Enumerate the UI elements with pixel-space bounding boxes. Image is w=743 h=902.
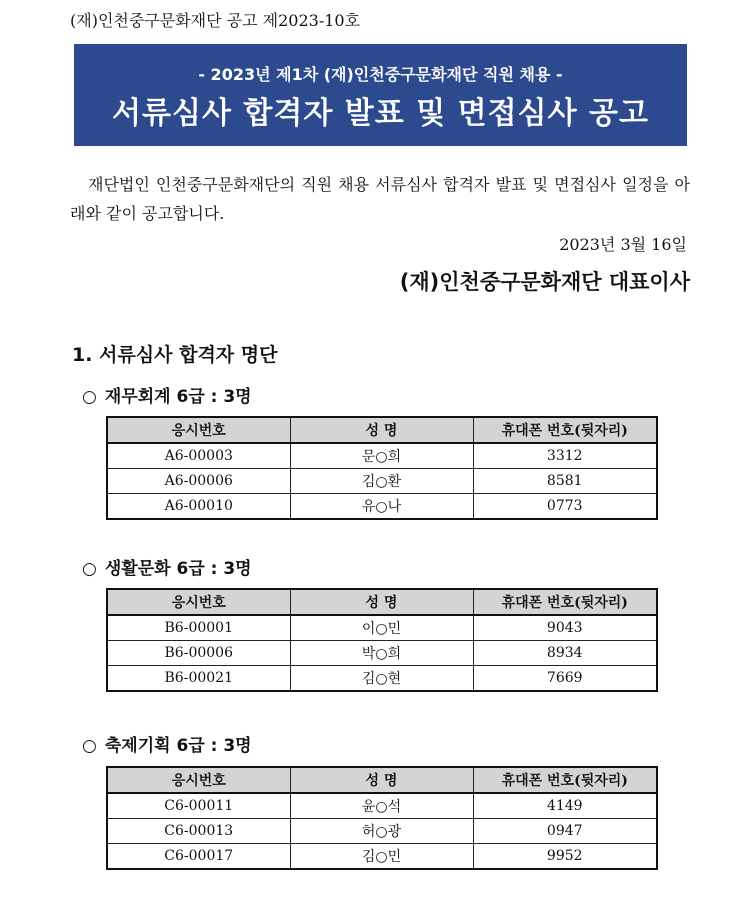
notice-date: 2023년 3월 16일 — [559, 235, 687, 254]
banner-subtitle: - 2023년 제1차 (재)인천중구문화재단 직원 채용 - — [198, 65, 563, 84]
cell-name: 이○민 — [290, 615, 473, 641]
header-phone: 휴대폰 번호(뒷자리) — [473, 589, 657, 615]
cell-id: A6-00003 — [107, 443, 290, 469]
table-row — [107, 615, 657, 641]
cell-name: 윤○석 — [290, 793, 473, 819]
section1-title: 1. 서류심사 합격자 명단 — [72, 344, 278, 366]
header-name: 성 명 — [290, 767, 473, 793]
cell-name: 유○나 — [290, 494, 473, 520]
cell-name: 박○희 — [290, 641, 473, 666]
cell-name: 허○광 — [290, 819, 473, 844]
header-name: 성 명 — [290, 417, 473, 443]
cell-phone: 3312 — [473, 443, 657, 469]
cell-phone: 0773 — [473, 494, 657, 520]
intro-text: 재단법인 인천중구문화재단의 직원 채용 서류심사 합격자 발표 및 면접심사 일정을 아래와 같이 공고합니다. — [70, 175, 690, 223]
cell-id: C6-00013 — [107, 819, 290, 844]
result-table — [106, 416, 658, 520]
signer: (재)인천중구문화재단 대표이사 — [399, 270, 690, 294]
header-name: 성 명 — [290, 589, 473, 615]
circle-bullet-icon: ○ — [82, 736, 97, 756]
table-row — [107, 844, 657, 870]
header-id: 응시번호 — [107, 589, 290, 615]
result-table — [106, 766, 658, 870]
table-row — [107, 793, 657, 819]
cell-phone: 7669 — [473, 666, 657, 692]
category-heading — [82, 731, 252, 756]
cell-name: 문○희 — [290, 443, 473, 469]
banner-title: 서류심사 합격자 발표 및 면접심사 공고 — [112, 96, 649, 131]
cell-phone: 9952 — [473, 844, 657, 870]
cell-id: A6-00010 — [107, 494, 290, 520]
header-phone: 휴대폰 번호(뒷자리) — [473, 767, 657, 793]
result-table — [106, 588, 658, 692]
cell-id: B6-00001 — [107, 615, 290, 641]
cell-phone: 8581 — [473, 469, 657, 494]
circle-bullet-icon: ○ — [82, 387, 97, 407]
cell-phone: 4149 — [473, 793, 657, 819]
table-row — [107, 469, 657, 494]
cell-phone: 0947 — [473, 819, 657, 844]
table-row — [107, 666, 657, 692]
category-heading — [82, 554, 252, 579]
header-id: 응시번호 — [107, 767, 290, 793]
header-phone: 휴대폰 번호(뒷자리) — [473, 417, 657, 443]
table-header-row — [107, 417, 657, 443]
cell-name: 김○환 — [290, 469, 473, 494]
table-header-row — [107, 589, 657, 615]
cell-id: C6-00011 — [107, 793, 290, 819]
category-label: 재무회계 6급 : 3명 — [104, 387, 252, 407]
cell-phone: 9043 — [473, 615, 657, 641]
cell-name: 김○민 — [290, 844, 473, 870]
cell-phone: 8934 — [473, 641, 657, 666]
cell-name: 김○현 — [290, 666, 473, 692]
cell-id: B6-00006 — [107, 641, 290, 666]
category-label: 축제기획 6급 : 3명 — [104, 736, 252, 756]
intro-paragraph — [70, 170, 690, 228]
table-row — [107, 443, 657, 469]
table-header-row — [107, 767, 657, 793]
title-banner — [74, 44, 687, 146]
table-row — [107, 641, 657, 666]
cell-id: B6-00021 — [107, 666, 290, 692]
header-id: 응시번호 — [107, 417, 290, 443]
circle-bullet-icon: ○ — [82, 559, 97, 579]
category-label: 생활문화 6급 : 3명 — [104, 559, 252, 579]
table-row — [107, 819, 657, 844]
cell-id: A6-00006 — [107, 469, 290, 494]
cell-id: C6-00017 — [107, 844, 290, 870]
category-heading — [82, 382, 252, 407]
notice-number: (재)인천중구문화재단 공고 제2023-10호 — [70, 11, 361, 30]
table-row — [107, 494, 657, 520]
